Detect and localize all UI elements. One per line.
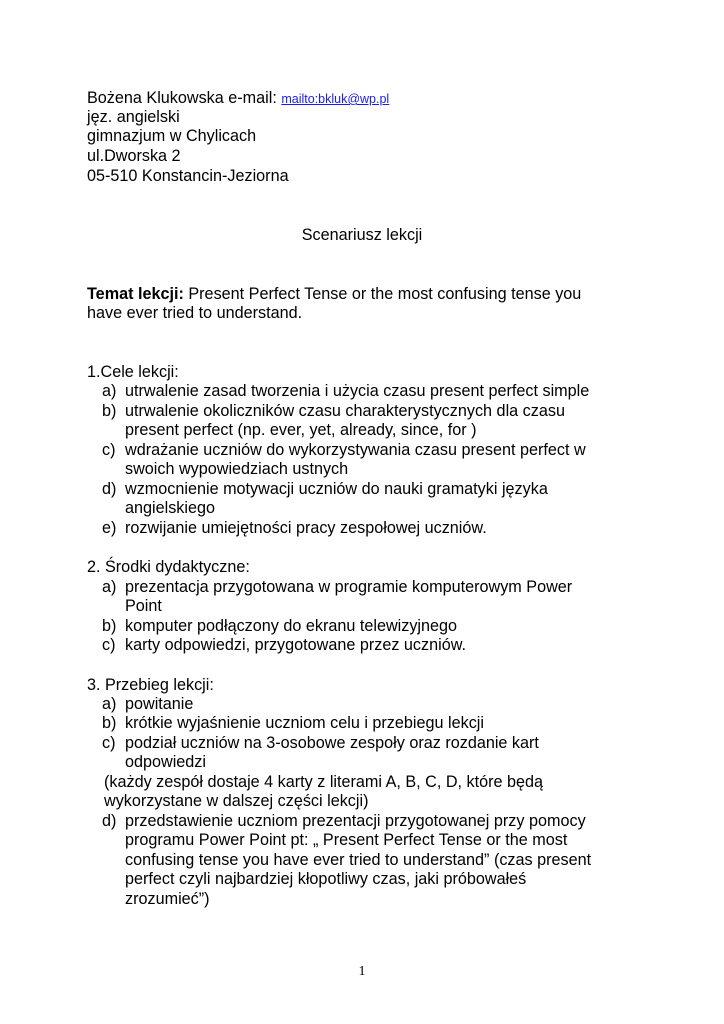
section2-marker-b: b) — [102, 617, 117, 635]
section3-item-a: powitanie — [125, 695, 194, 713]
section3-marker-a: a) — [102, 695, 117, 713]
section3-note-line2: wykorzystane w dalszej części lekcji) — [104, 792, 369, 810]
section3-item-d-line3: confusing tense you have ever tried to understand” (czas present — [125, 851, 592, 869]
document-title: Scenariusz lekcji — [301, 226, 423, 244]
section3-item-d-line2: programu Power Point pt: „ Present Perfect Tense or the most — [125, 831, 568, 849]
section1-item-e: rozwijanie umiejętności pracy zespołowej uczniów. — [125, 519, 487, 537]
school-line: gimnazjum w Chylicach — [87, 127, 257, 145]
section1-marker-b: b) — [102, 402, 117, 420]
topic-text-1: Present Perfect Tense or the most confusing tense you — [183, 285, 582, 303]
section3-item-c-line1: podział uczniów na 3-osobowe zespoły oraz rozdanie kart — [125, 734, 539, 752]
section1-marker-c: c) — [102, 441, 116, 459]
section1-marker-e: e) — [102, 519, 117, 537]
author-line — [87, 88, 389, 109]
section1-heading: 1.Cele lekcji: — [87, 363, 179, 381]
email-link[interactable]: mailto:bkluk@wp.pl — [281, 92, 390, 106]
section2-item-a-line1: prezentacja przygotowana w programie komputerowym Power — [125, 578, 573, 596]
subject-line: jęz. angielski — [87, 108, 180, 126]
section3-item-b: krótkie wyjaśnienie uczniom celu i przebiegu lekcji — [125, 714, 484, 732]
section3-item-d-line5: zrozumieć”) — [125, 890, 210, 908]
section2-marker-c: c) — [102, 636, 116, 654]
section3-item-d-line4: perfect czyli najbardziej kłopotliwy czas, jaki próbowałeś — [125, 870, 527, 888]
section1-marker-a: a) — [102, 382, 117, 400]
section2-marker-a: a) — [102, 578, 117, 596]
section1-marker-d: d) — [102, 480, 117, 498]
city-line: 05-510 Konstancin-Jeziorna — [87, 167, 289, 185]
section3-marker-d: d) — [102, 812, 117, 830]
section1-item-c-line2: swoich wypowiedziach ustnych — [125, 460, 349, 478]
page-number: 1 — [358, 964, 366, 979]
section2-item-c: karty odpowiedzi, przygotowane przez uczniów. — [125, 636, 467, 654]
author-prefix: Bożena Klukowska e-mail: — [87, 89, 282, 107]
section2-item-a-line2: Point — [125, 597, 162, 615]
section1-item-b-line1: utrwalenie okoliczników czasu charakterystycznych dla czasu — [125, 402, 565, 420]
section3-heading: 3. Przebieg lekcji: — [87, 676, 214, 694]
topic-line-1 — [87, 284, 581, 304]
topic-label: Temat lekcji: — [87, 285, 184, 303]
section3-note-line1: (każdy zespół dostaje 4 karty z literami A, B, C, D, które będą — [104, 773, 544, 791]
section3-item-c-line2: odpowiedzi — [125, 753, 206, 771]
section1-item-c-line1: wdrażanie uczniów do wykorzystywania czasu present perfect w — [125, 441, 586, 459]
topic-line-2: have ever tried to understand. — [87, 304, 303, 322]
section2-item-b: komputer podłączony do ekranu telewizyjnego — [125, 617, 458, 635]
section1-item-d-line2: angielskiego — [125, 499, 215, 517]
section1-item-d-line1: wzmocnienie motywacji uczniów do nauki gramatyki języka — [125, 480, 548, 498]
section3-marker-b: b) — [102, 714, 117, 732]
section1-item-b-line2: present perfect (np. ever, yet, already, since, for ) — [125, 421, 477, 439]
section1-item-a: utrwalenie zasad tworzenia i użycia czasu present perfect simple — [125, 382, 590, 400]
section3-item-d-line1: przedstawienie uczniom prezentacji przygotowanej przy pomocy — [125, 812, 586, 830]
section2-heading: 2. Środki dydaktyczne: — [87, 558, 250, 576]
street-line: ul.Dworska 2 — [87, 147, 181, 165]
section3-marker-c: c) — [102, 734, 116, 752]
